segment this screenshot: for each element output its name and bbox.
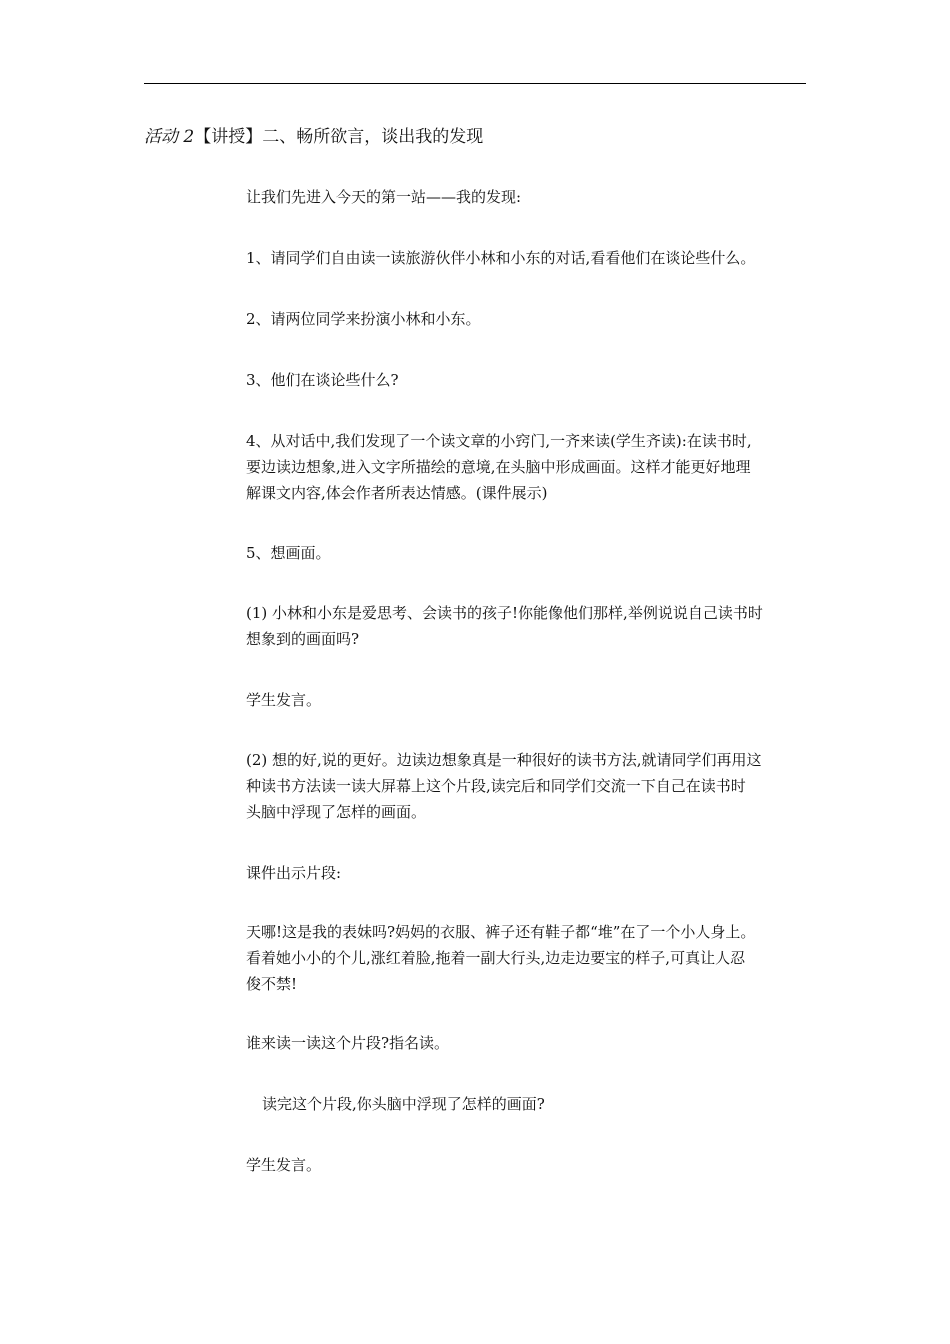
step-5: 5、想画面。 bbox=[246, 544, 331, 562]
activity-tag: 【讲授】 bbox=[194, 127, 263, 147]
courseware-label: 课件出示片段: bbox=[246, 864, 342, 882]
after-reading-question: 读完这个片段,你头脑中浮现了怎样的画面? bbox=[262, 1095, 545, 1113]
sub-2-line-2: 种读书方法读一读大屏幕上这个片段,读完后和同学们交流一下自己在读书时 bbox=[246, 777, 746, 795]
intro-line: 让我们先进入今天的第一站——我的发现: bbox=[246, 188, 522, 206]
section-heading bbox=[144, 125, 483, 149]
section-title: 二、畅所欲言，谈出我的发现 bbox=[262, 127, 484, 147]
step-1: 1、请同学们自由读一读旅游伙伴小林和小东的对话,看看他们在谈论些什么。 bbox=[246, 249, 756, 267]
sub-2-line-1: (2) 想的好,说的更好。边读边想象真是一种很好的读书方法,就请同学们再用这 bbox=[246, 751, 762, 769]
who-reads: 谁来读一读这个片段?指名读。 bbox=[246, 1034, 450, 1052]
step-3: 3、他们在谈论些什么? bbox=[246, 371, 399, 389]
excerpt-line-1: 天哪!这是我的表妹吗?妈妈的衣服、裤子还有鞋子都“堆”在了一个小人身上。 bbox=[246, 923, 756, 941]
sub-1-line-1: (1) 小林和小东是爱思考、会读书的孩子!你能像他们那样,举例说说自己读书时 bbox=[246, 604, 763, 622]
sub-2-line-3: 头脑中浮现了怎样的画面。 bbox=[246, 803, 427, 821]
top-divider bbox=[144, 83, 806, 84]
excerpt-line-3: 俊不禁! bbox=[246, 975, 298, 993]
excerpt-line-2: 看着她小小的个儿,涨红着脸,拖着一副大行头,边走边要宝的样子,可真让人忍 bbox=[246, 949, 746, 967]
step-2: 2、请两位同学来扮演小林和小东。 bbox=[246, 310, 481, 328]
step-4-line-1: 4、从对话中,我们发现了一个读文章的小窍门,一齐来读(学生齐读):在读书时, bbox=[246, 432, 752, 450]
activity-label: 活动 2 bbox=[144, 127, 195, 147]
student-speak-1: 学生发言。 bbox=[246, 691, 322, 709]
step-4-line-2: 要边读边想象,进入文字所描绘的意境,在头脑中形成画面。这样才能更好地理 bbox=[246, 458, 751, 476]
step-4-line-3: 解课文内容,体会作者所表达情感。(课件展示) bbox=[246, 484, 548, 502]
sub-1-line-2: 想象到的画面吗? bbox=[246, 630, 360, 648]
student-speak-2: 学生发言。 bbox=[246, 1156, 322, 1174]
